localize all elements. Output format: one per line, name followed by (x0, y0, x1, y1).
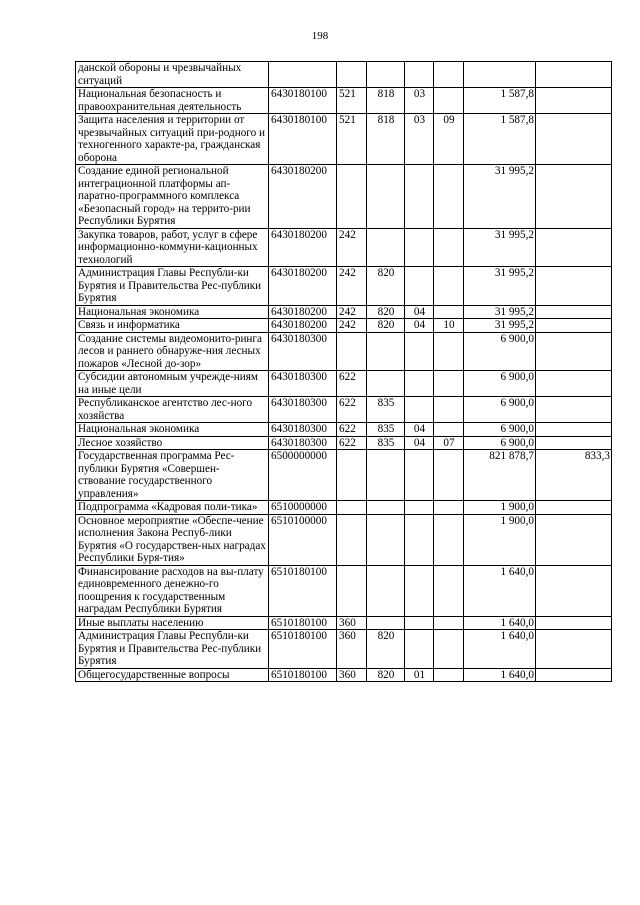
admin-code-cell: 835 (367, 436, 405, 450)
admin-code-cell (367, 62, 405, 88)
row-name-cell: Закупка товаров, работ, услуг в сфере информационно-коммуни-кационных технологий (76, 228, 269, 267)
section-cell (405, 371, 434, 397)
subsection-cell: 09 (434, 114, 464, 165)
table-row (76, 397, 612, 423)
expense-type-cell: 360 (337, 630, 367, 669)
admin-code-cell: 818 (367, 88, 405, 114)
admin-code-cell: 820 (367, 668, 405, 682)
section-cell: 03 (405, 114, 434, 165)
amount-cell: 1 640,0 (464, 565, 536, 616)
row-name-cell: Основное мероприятие «Обеспе-чение исполнения Закона Респуб-лики Бурятия «О государствен-ных наградах Республики Буря-тия» (76, 514, 269, 565)
admin-code-cell: 818 (367, 114, 405, 165)
admin-code-cell (367, 332, 405, 371)
amount-cell: 31 995,2 (464, 165, 536, 229)
subsection-cell (434, 565, 464, 616)
table-row (76, 114, 612, 165)
subsection-cell (434, 228, 464, 267)
admin-code-cell: 835 (367, 397, 405, 423)
row-name-cell: Общегосударственные вопросы (76, 668, 269, 682)
admin-code-cell: 820 (367, 630, 405, 669)
amount-extra-cell (536, 501, 612, 515)
amount-cell: 6 900,0 (464, 397, 536, 423)
row-name-cell: Национальная безопасность и правоохранительная деятельность (76, 88, 269, 114)
subsection-cell (434, 514, 464, 565)
admin-code-cell (367, 450, 405, 501)
subsection-cell (434, 267, 464, 306)
target-code-cell: 6430180200 (269, 305, 337, 319)
amount-cell: 821 878,7 (464, 450, 536, 501)
row-name-cell: данской обороны и чрезвычайных ситуаций (76, 62, 269, 88)
table-row (76, 501, 612, 515)
amount-cell: 1 900,0 (464, 501, 536, 515)
row-name-cell: Лесное хозяйство (76, 436, 269, 450)
amount-cell: 1 640,0 (464, 668, 536, 682)
amount-extra-cell (536, 514, 612, 565)
expense-type-cell: 622 (337, 397, 367, 423)
expense-type-cell: 360 (337, 616, 367, 630)
row-name-cell: Государственная программа Рес-публики Бурятия «Совершен-ствование государственного управления» (76, 450, 269, 501)
section-cell (405, 267, 434, 306)
table-row (76, 436, 612, 450)
subsection-cell (434, 332, 464, 371)
section-cell: 04 (405, 319, 434, 333)
target-code-cell: 6430180300 (269, 423, 337, 437)
expense-type-cell: 521 (337, 114, 367, 165)
section-cell (405, 616, 434, 630)
section-cell (405, 630, 434, 669)
expense-type-cell: 242 (337, 319, 367, 333)
amount-extra-cell (536, 332, 612, 371)
budget-table (75, 61, 612, 682)
target-code-cell: 6510180100 (269, 630, 337, 669)
section-cell (405, 62, 434, 88)
table-row (76, 616, 612, 630)
expense-type-cell: 521 (337, 88, 367, 114)
page-number: 198 (311, 30, 329, 42)
section-cell (405, 332, 434, 371)
table-row (76, 565, 612, 616)
expense-type-cell (337, 165, 367, 229)
target-code-cell: 6430180200 (269, 228, 337, 267)
section-cell: 03 (405, 88, 434, 114)
expense-type-cell (337, 332, 367, 371)
amount-cell: 1 900,0 (464, 514, 536, 565)
amount-cell: 31 995,2 (464, 305, 536, 319)
subsection-cell (434, 501, 464, 515)
table-row (76, 228, 612, 267)
amount-cell: 1 587,8 (464, 88, 536, 114)
target-code-cell: 6430180300 (269, 332, 337, 371)
target-code-cell: 6510180100 (269, 616, 337, 630)
expense-type-cell: 242 (337, 228, 367, 267)
amount-extra-cell (536, 565, 612, 616)
expense-type-cell: 242 (337, 305, 367, 319)
amount-cell: 6 900,0 (464, 423, 536, 437)
section-cell (405, 565, 434, 616)
admin-code-cell: 820 (367, 267, 405, 306)
target-code-cell: 6510000000 (269, 501, 337, 515)
row-name-cell: Финансирование расходов на вы-плату единовременного денежно-го поощрения к государственным наградам Республики Бурятия (76, 565, 269, 616)
amount-extra-cell (536, 423, 612, 437)
target-code-cell: 6430180300 (269, 436, 337, 450)
table-row (76, 668, 612, 682)
table-row (76, 319, 612, 333)
subsection-cell (434, 62, 464, 88)
row-name-cell: Национальная экономика (76, 423, 269, 437)
amount-extra-cell (536, 319, 612, 333)
amount-extra-cell (536, 62, 612, 88)
amount-extra-cell (536, 371, 612, 397)
target-code-cell: 6510180100 (269, 565, 337, 616)
amount-extra-cell (536, 88, 612, 114)
section-cell: 04 (405, 423, 434, 437)
table-row (76, 514, 612, 565)
admin-code-cell (367, 616, 405, 630)
amount-extra-cell (536, 165, 612, 229)
row-name-cell: Связь и информатика (76, 319, 269, 333)
subsection-cell (434, 88, 464, 114)
section-cell (405, 228, 434, 267)
subsection-cell (434, 668, 464, 682)
amount-cell: 31 995,2 (464, 319, 536, 333)
section-cell: 04 (405, 305, 434, 319)
expense-type-cell: 360 (337, 668, 367, 682)
amount-extra-cell (536, 305, 612, 319)
section-cell (405, 501, 434, 515)
section-cell: 01 (405, 668, 434, 682)
amount-cell: 31 995,2 (464, 228, 536, 267)
table-row (76, 630, 612, 669)
admin-code-cell: 820 (367, 305, 405, 319)
table-row (76, 371, 612, 397)
amount-extra-cell (536, 397, 612, 423)
target-code-cell: 6510180100 (269, 668, 337, 682)
section-cell (405, 450, 434, 501)
subsection-cell (434, 397, 464, 423)
section-cell: 04 (405, 436, 434, 450)
amount-cell: 31 995,2 (464, 267, 536, 306)
amount-extra-cell (536, 616, 612, 630)
target-code-cell: 6430180200 (269, 267, 337, 306)
amount-cell: 1 587,8 (464, 114, 536, 165)
amount-cell: 6 900,0 (464, 436, 536, 450)
expense-type-cell (337, 450, 367, 501)
amount-extra-cell: 833,3 (536, 450, 612, 501)
amount-extra-cell (536, 114, 612, 165)
row-name-cell: Республиканское агентство лес-ного хозяйства (76, 397, 269, 423)
admin-code-cell (367, 514, 405, 565)
target-code-cell: 6430180300 (269, 397, 337, 423)
admin-code-cell (367, 165, 405, 229)
subsection-cell (434, 450, 464, 501)
amount-extra-cell (536, 630, 612, 669)
table-row (76, 267, 612, 306)
target-code-cell (269, 62, 337, 88)
subsection-cell (434, 305, 464, 319)
admin-code-cell (367, 501, 405, 515)
row-name-cell: Национальная экономика (76, 305, 269, 319)
section-cell (405, 165, 434, 229)
expense-type-cell: 622 (337, 371, 367, 397)
row-name-cell: Администрация Главы Республи-ки Бурятия и Правительства Рес-публики Бурятия (76, 630, 269, 669)
amount-cell: 6 900,0 (464, 332, 536, 371)
amount-extra-cell (536, 436, 612, 450)
expense-type-cell (337, 514, 367, 565)
expense-type-cell (337, 565, 367, 616)
target-code-cell: 6430180200 (269, 165, 337, 229)
expense-type-cell (337, 501, 367, 515)
admin-code-cell (367, 565, 405, 616)
table-row (76, 450, 612, 501)
subsection-cell (434, 165, 464, 229)
row-name-cell: Иные выплаты населению (76, 616, 269, 630)
admin-code-cell (367, 228, 405, 267)
table-row (76, 332, 612, 371)
target-code-cell: 6430180100 (269, 114, 337, 165)
subsection-cell (434, 616, 464, 630)
expense-type-cell: 622 (337, 423, 367, 437)
table-row (76, 165, 612, 229)
table-row (76, 88, 612, 114)
admin-code-cell: 820 (367, 319, 405, 333)
target-code-cell: 6430180200 (269, 319, 337, 333)
row-name-cell: Субсидии автономным учрежде-ниям на иные цели (76, 371, 269, 397)
subsection-cell (434, 630, 464, 669)
section-cell (405, 397, 434, 423)
amount-extra-cell (536, 228, 612, 267)
section-cell (405, 514, 434, 565)
target-code-cell: 6500000000 (269, 450, 337, 501)
table-row (76, 62, 612, 88)
admin-code-cell (367, 371, 405, 397)
expense-type-cell (337, 62, 367, 88)
amount-extra-cell (536, 668, 612, 682)
amount-cell: 1 640,0 (464, 630, 536, 669)
subsection-cell (434, 423, 464, 437)
amount-cell: 6 900,0 (464, 371, 536, 397)
row-name-cell: Подпрограмма «Кадровая поли-тика» (76, 501, 269, 515)
amount-cell: 1 640,0 (464, 616, 536, 630)
target-code-cell: 6430180300 (269, 371, 337, 397)
subsection-cell: 10 (434, 319, 464, 333)
target-code-cell: 6510100000 (269, 514, 337, 565)
amount-extra-cell (536, 267, 612, 306)
subsection-cell: 07 (434, 436, 464, 450)
row-name-cell: Защита населения и территории от чрезвычайных ситуаций при-родного и техногенного характе-ра, гражданская оборона (76, 114, 269, 165)
target-code-cell: 6430180100 (269, 88, 337, 114)
expense-type-cell: 242 (337, 267, 367, 306)
subsection-cell (434, 371, 464, 397)
expense-type-cell: 622 (337, 436, 367, 450)
table-row (76, 423, 612, 437)
row-name-cell: Создание системы видеомонито-ринга лесов и раннего обнаруже-ния лесных пожаров «Лесной до-зор» (76, 332, 269, 371)
table-row (76, 305, 612, 319)
admin-code-cell: 835 (367, 423, 405, 437)
amount-cell (464, 62, 536, 88)
row-name-cell: Администрация Главы Республи-ки Бурятия и Правительства Рес-публики Бурятия (76, 267, 269, 306)
row-name-cell: Создание единой региональной интеграционной платформы ап-паратно-программного комплекса «Безопасный город» на террито-рии Республики Бурятия (76, 165, 269, 229)
